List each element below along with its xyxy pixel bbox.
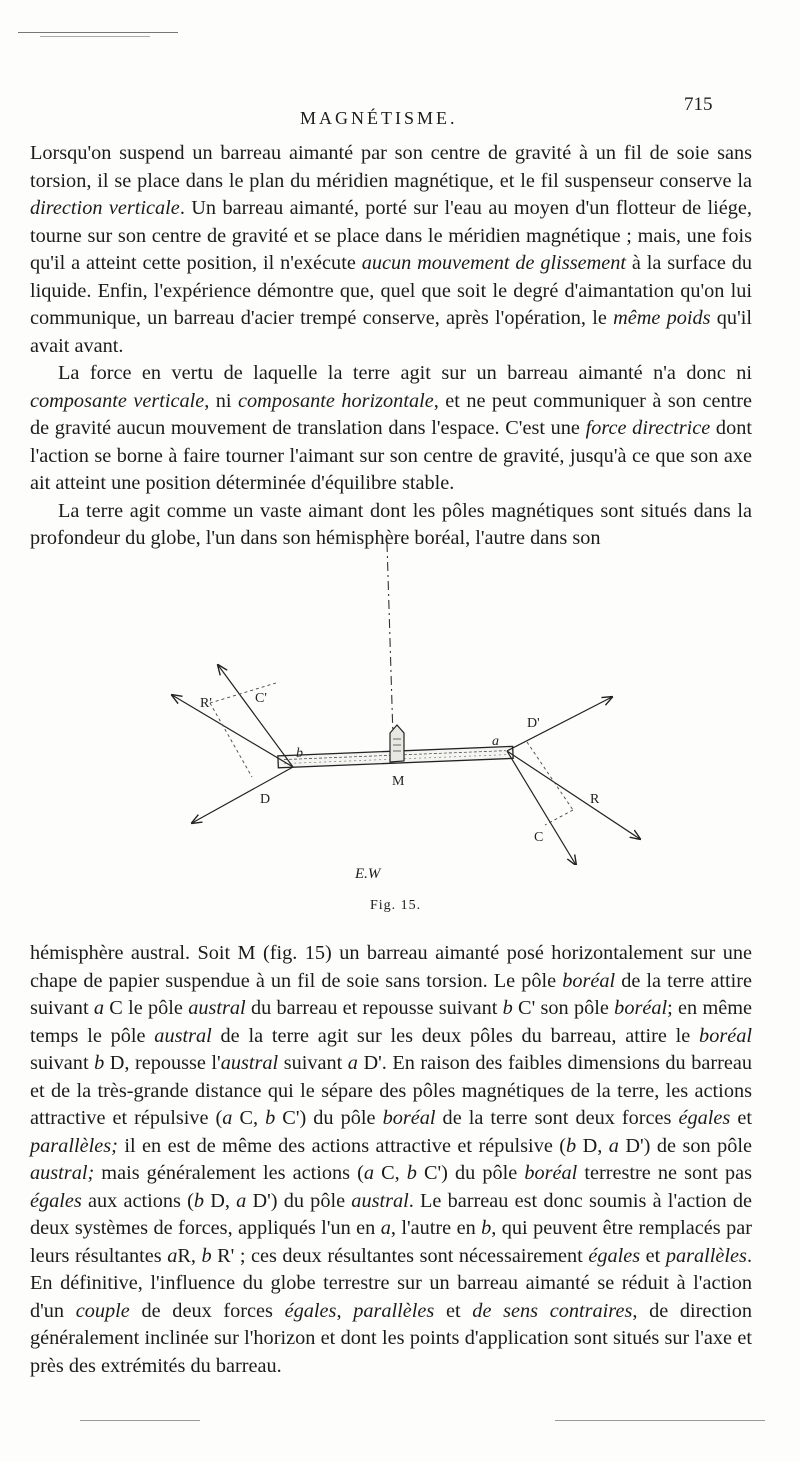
text-run: D') du pôle — [246, 1189, 352, 1212]
text-run: R' ; ces deux résultantes sont nécessairement — [211, 1244, 589, 1267]
italic-text: force directrice — [585, 417, 711, 439]
top-rule — [18, 32, 178, 33]
italic-text: parallèles — [353, 1299, 435, 1322]
figure-caption: Fig. 15. — [370, 898, 422, 913]
text-run: D'. En raison des faibles dimensions du barreau et de la très-grande distance qui le sépare des pôles magnétiques de la terre, les actions attractive et répulsive ( — [30, 1052, 752, 1129]
text-run: de la terre sont deux forces — [435, 1107, 679, 1129]
italic-text: boréal — [562, 969, 616, 992]
text-run: C' son pôle — [512, 997, 615, 1019]
force-bC-prime — [218, 665, 293, 767]
text-run: terrestre ne sont pas — [577, 1162, 753, 1184]
italic-text: a — [236, 1189, 247, 1212]
label-M: M — [392, 774, 405, 789]
text-run: à la surface du liquide. Enfin, l'expérience démontre que, quel que soit le degré d'aimantation qu'on lui communique, un barreau d'acier trempé conserve, après l'opération, le — [30, 252, 752, 329]
italic-text: b — [201, 1244, 212, 1267]
label-C-prime: C' — [255, 691, 267, 706]
text-run: R, — [177, 1244, 202, 1267]
italic-text: b — [481, 1217, 492, 1239]
force-bR-prime — [172, 695, 293, 767]
italic-text: boréal — [614, 997, 668, 1019]
text-run: de la terre attire suivant — [30, 969, 752, 1019]
italic-text: égales — [678, 1107, 731, 1129]
italic-text: b — [566, 1134, 577, 1157]
italic-text: boréal — [699, 1024, 752, 1047]
italic-text: a — [363, 1162, 375, 1184]
force-aC — [507, 751, 576, 865]
text-run: D, — [576, 1134, 609, 1157]
text-run: et — [640, 1244, 666, 1267]
italic-text: composante verticale — [30, 389, 205, 412]
text-run: de la terre agit sur les deux pôles du barreau, attire le — [211, 1024, 700, 1047]
bottom-rule-left — [80, 1420, 200, 1421]
label-b: b — [296, 746, 303, 761]
text-block-bottom — [30, 940, 752, 1380]
text-run: de deux forces — [129, 1299, 285, 1322]
text-run: , de direction généralement inclinée sur l'horizon et dont les points d'application sont situés sur l'axe et près des extrémités du barreau. — [30, 1299, 752, 1377]
italic-text: austral — [154, 1024, 212, 1047]
text-run: , — [336, 1299, 354, 1322]
text-run: il en est de même des actions attractive et répulsive ( — [117, 1134, 567, 1157]
top-rule-secondary — [40, 36, 150, 37]
text-run: qu'il avait avant. — [30, 307, 752, 357]
text-run: . Le barreau est donc soumis à l'action de deux systèmes de forces, appliqués l'un en — [30, 1189, 752, 1239]
text-run: D, — [204, 1189, 237, 1212]
running-title: MAGNÉTISME. — [300, 108, 458, 128]
text-run: La force en vertu de laquelle la terre agit sur un barreau aimanté n'a donc ni — [58, 362, 752, 384]
italic-text: boréal — [524, 1162, 578, 1184]
text-run: hémisphère austral. Soit M (fig. 15) un barreau aimanté posé horizontalement sur une chape de papier suspendue à un fil de soie sans torsion. Le pôle — [30, 942, 752, 992]
text-run: aux actions ( — [81, 1189, 194, 1212]
italic-text: a — [222, 1107, 233, 1129]
text-run: . Un barreau aimanté, porté sur l'eau au moyen d'un flotteur de liége, tourne sur son centre de gravité et se place dans le méridien magnétique ; mais, une fois qu'il a atteint cette position, il n'exécute — [30, 197, 752, 274]
text-run: et — [730, 1107, 752, 1129]
italic-text: égales — [284, 1299, 337, 1322]
label-R-prime: R' — [200, 696, 212, 711]
paragraph — [30, 360, 752, 498]
italic-text: même poids — [613, 307, 711, 329]
text-run: D') de son pôle — [618, 1134, 752, 1157]
page-number: 715 — [684, 94, 713, 115]
text-run: , l'autre en — [390, 1217, 482, 1239]
italic-text: de sens contraires — [472, 1299, 633, 1322]
italic-text: parallèles — [665, 1244, 747, 1267]
text-run: C') du pôle — [275, 1107, 383, 1129]
label-R: R — [590, 792, 600, 807]
paragraph — [30, 940, 752, 1380]
text-run: du barreau et repousse suivant — [245, 997, 503, 1019]
text-block-top — [30, 140, 752, 553]
text-run: suivant — [30, 1052, 95, 1074]
label-D: D — [260, 792, 271, 807]
force-aD-prime — [507, 697, 612, 751]
italic-text: égales — [30, 1189, 82, 1212]
italic-text: a — [380, 1217, 391, 1239]
label-C: C — [534, 830, 544, 845]
text-run: C le pôle — [104, 997, 189, 1019]
engraver-signature: E.W — [355, 866, 381, 882]
text-run: suivant — [278, 1052, 348, 1074]
italic-text: direction verticale — [30, 197, 180, 219]
italic-text: b — [193, 1189, 205, 1212]
text-run: C, — [374, 1162, 407, 1184]
italic-text: aucun mouvement de glissement — [361, 252, 627, 274]
text-run: mais généralement les actions ( — [94, 1162, 364, 1184]
label-a: a — [492, 734, 499, 749]
bottom-rule-right — [555, 1420, 765, 1421]
italic-text: a — [167, 1244, 178, 1267]
text-run: C, — [232, 1107, 266, 1129]
italic-text: b — [94, 1052, 105, 1074]
italic-text: a — [608, 1134, 619, 1157]
italic-text: austral; — [30, 1162, 95, 1184]
suspension-thread — [387, 543, 393, 737]
italic-text: parallèles; — [30, 1134, 118, 1157]
text-run: , qui peuvent être remplacés par leurs résultantes — [30, 1217, 752, 1267]
text-run: dont l'action se borne à faire tourner l'aimant sur son centre de gravité, jusqu'à ce que son axe ait atteint une position déterminée d'équilibre stable. — [30, 417, 752, 494]
paper-cap — [390, 725, 404, 762]
figure-15 — [150, 535, 650, 865]
italic-text: égales — [588, 1244, 641, 1267]
italic-text: couple — [75, 1299, 130, 1322]
italic-text: composante horizontale — [238, 389, 434, 412]
text-run: , ni — [204, 389, 239, 412]
text-run: . En définitive, l'influence du globe terrestre sur un barreau aimanté se réduit à l'action d'un — [30, 1244, 753, 1322]
text-run: et — [434, 1299, 473, 1322]
text-run: C') du pôle — [416, 1162, 525, 1184]
text-run: La terre agit comme un vaste aimant dont les pôles magnétiques sont situés dans la profondeur du globe, l'un dans son hémisphère boréal, l'autre dans son — [30, 499, 752, 549]
italic-text: a — [347, 1052, 358, 1074]
force-aR — [507, 751, 640, 839]
text-run: D, repousse l' — [104, 1052, 221, 1074]
label-D-prime: D' — [527, 716, 540, 731]
italic-text: austral — [351, 1189, 409, 1212]
force-bD — [192, 767, 293, 823]
paragraph — [30, 140, 752, 360]
italic-text: a — [93, 997, 105, 1019]
italic-text: boréal — [382, 1107, 436, 1129]
text-run: ; en même temps le pôle — [30, 997, 753, 1047]
italic-text: austral — [188, 997, 246, 1019]
italic-text: b — [502, 997, 513, 1019]
italic-text: b — [265, 1107, 276, 1129]
italic-text: b — [406, 1162, 417, 1184]
text-run: Lorsqu'on suspend un barreau aimanté par son centre de gravité à un fil de soie sans torsion, il se place dans le plan du méridien magnétique, et le fil suspenseur conserve la — [30, 142, 752, 192]
italic-text: austral — [220, 1052, 279, 1074]
text-run: , et ne peut communiquer à son centre de gravité aucun mouvement de translation dans l'espace. C'est une — [30, 389, 752, 439]
